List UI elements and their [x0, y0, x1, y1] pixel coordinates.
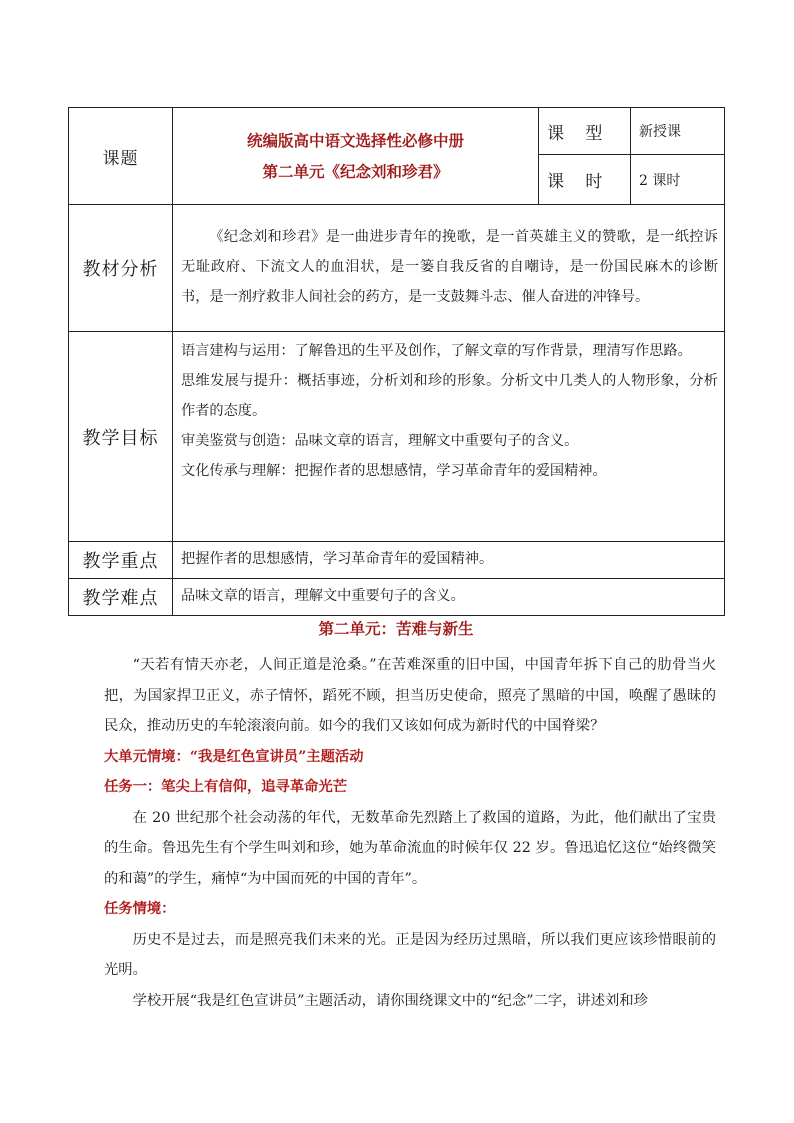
goal-item: 思维发展与提升：概括事迹，分析刘和珍的形象。分析文中几类人的人物形象，分析作者的态度。: [181, 373, 718, 419]
task-context-label: 任务情境：: [104, 901, 176, 917]
task1-paragraph: 在 20 世纪那个社会动荡的年代，无数革命先烈踏上了救国的道路，为此，他们献出了宝贵的生命。鲁迅先生有个学生叫刘和珍，她为革命流血的时候年仅 22 岁。鲁迅追忆这位“始终微笑的和蔼”的学生，痛悼“为中国而死的中国的青年”。: [104, 809, 716, 887]
lesson-type-label: 课 型: [539, 108, 631, 155]
key-point-label: 教学重点: [69, 542, 173, 579]
topic-label: 课题: [69, 108, 173, 205]
key-point-text: 把握作者的思想感情，学习革命青年的爱国精神。: [173, 542, 725, 579]
class-hours-label: 课 时: [539, 155, 631, 205]
lesson-title: [173, 108, 539, 205]
goal-item: 文化传承与理解：把握作者的思想感情，学习革命青年的爱国精神。: [181, 463, 607, 479]
task-context-paragraph-2: 学校开展“我是红色宣讲员”主题活动，请你围绕课文中的“纪念”二字，讲述刘和珍: [132, 992, 648, 1009]
lesson-title-line1: 统编版高中语文选择性必修中册: [246, 130, 464, 150]
intro-paragraph: “天若有情天亦老，人间正道是沧桑。”在苦难深重的旧中国，中国青年拆下自己的肋骨当火把，为国家捍卫正义，赤子情怀，蹈死不顾，担当历史使命，照亮了黑暗的中国，唤醒了愚昧的民众，推动历史的车轮滚滚向前。如今的我们又该如何成为新时代的中国脊梁？: [104, 657, 716, 734]
lesson-title-line2: 第二单元《纪念刘和珍君》: [262, 161, 449, 181]
goals-label: 教学目标: [69, 332, 173, 542]
analysis-label: 教材分析: [69, 205, 173, 332]
analysis-text: 《纪念刘和珍君》是一曲进步青年的挽歌，是一首英雄主义的赞歌，是一纸控诉无耻政府、下流文人的血泪状，是一篓自我反省的自嘲诗，是一份国民麻木的诊断书，是一剂疗救非人间社会的药方，是一支鼓舞斗志、催人奋进的冲锋号。: [173, 205, 725, 332]
difficulty-label: 教学难点: [69, 579, 173, 616]
intro-section: [104, 650, 716, 1016]
lesson-plan-table: [68, 107, 725, 616]
goal-item: 语言建构与运用：了解鲁迅的生平及创作，了解文章的写作背景，理清写作思路。: [181, 343, 692, 359]
lesson-type-value: 新授课: [631, 108, 725, 155]
big-unit-context: 大单元情境：“我是红色宣讲员”主题活动: [104, 748, 364, 765]
task1-title: 任务一：笔尖上有信仰，追寻革命光芒: [104, 779, 348, 795]
task-context-paragraph-1: 历史不是过去，而是照亮我们未来的光。正是因为经历过黑暗，所以我们更应该珍惜眼前的光明。: [104, 931, 716, 978]
class-hours-value: 2 课时: [631, 155, 725, 205]
unit-heading: 第二单元：苦难与新生: [318, 619, 474, 638]
goals-list: [173, 332, 725, 542]
goal-item: 审美鉴赏与创造：品味文章的语言，理解文中重要句子的含义。: [181, 433, 579, 449]
difficulty-text: 品味文章的语言，理解文中重要句子的含义。: [173, 579, 725, 616]
